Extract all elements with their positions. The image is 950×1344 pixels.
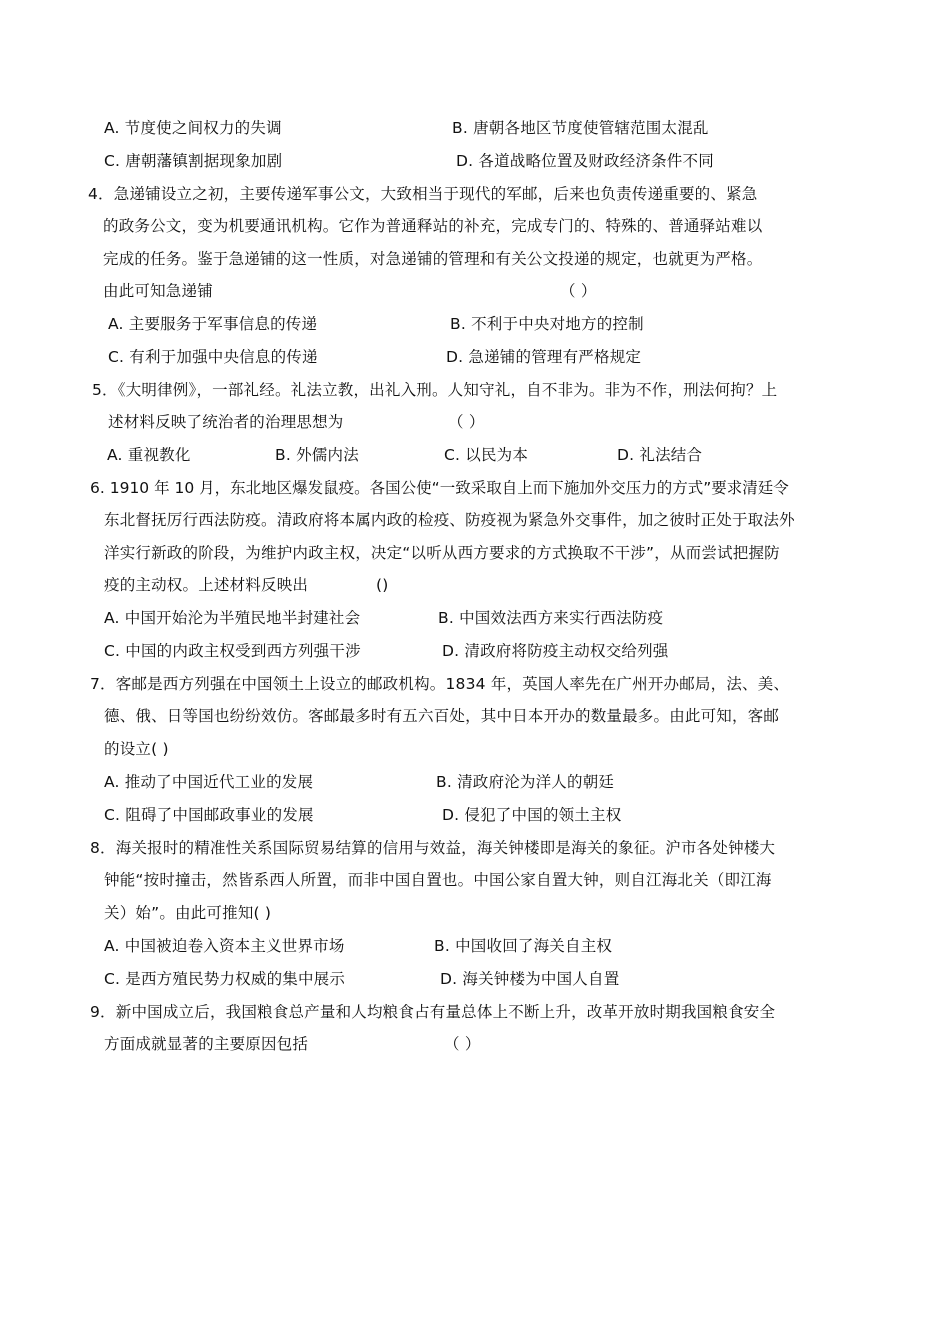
q8-option-a: A. 中国被迫卷入资本主义世界市场 [104, 937, 345, 955]
q4-stem-line1: 4．急递铺设立之初，主要传递军事公文，大致相当于现代的军邮，后来也负责传递重要的、紧急 [88, 185, 758, 203]
q8-stem-line1: 8．海关报时的精准性关系国际贸易结算的信用与效益，海关钟楼即是海关的象征。沪市各处钟楼大 [90, 839, 776, 857]
q7-stem-line3: 的设立( ) [104, 740, 169, 758]
q4-stem-line2: 的政务公文，变为机要通讯机构。它作为普通释站的补充，完成专门的、特殊的、普通驿站难以 [103, 217, 763, 235]
q9-stem-line1: 9．新中国成立后，我国粮食总产量和人均粮食占有量总体上不断上升，改革开放时期我国粮食安全 [90, 1003, 776, 1021]
q3-option-a: A. 节度使之间权力的失调 [104, 119, 282, 137]
q4-option-c: C. 有利于加强中央信息的传递 [108, 348, 318, 366]
q9-stem-line2: 方面成就显著的主要原因包括 [104, 1035, 309, 1053]
q7-stem-line1: 7．客邮是西方列强在中国领土上设立的邮政机构。1834 年，英国人率先在广州开办邮局，法、美、 [90, 675, 790, 693]
q4-stem-line4: 由此可知急递铺 [103, 282, 213, 300]
q7-option-d: D. 侵犯了中国的领土主权 [442, 806, 622, 824]
q5-option-b: B. 外儒内法 [275, 446, 359, 464]
q8-option-c: C. 是西方殖民势力权威的集中展示 [104, 970, 346, 988]
q4-answer-paren: （ ） [560, 282, 597, 300]
q5-stem-line2: 述材料反映了统治者的治理思想为 [108, 413, 344, 431]
q4-option-a: A. 主要服务于军事信息的传递 [108, 315, 318, 333]
q4-option-b: B. 不利于中央对地方的控制 [450, 315, 644, 333]
q6-option-a: A. 中国开始沦为半殖民地半封建社会 [104, 609, 361, 627]
q3-option-c: C. 唐朝藩镇割据现象加剧 [104, 152, 283, 170]
q8-option-d: D. 海关钟楼为中国人自置 [440, 970, 620, 988]
q8-stem-line2: 钟能“按时撞击，然皆系西人所置，而非中国自置也。中国公家自置大钟，则自江海北关（即江海 [104, 871, 772, 889]
q6-option-d: D. 清政府将防疫主动权交给列强 [442, 642, 669, 660]
q5-option-a: A. 重视教化 [107, 446, 191, 464]
q7-stem-line2: 德、俄、日等国也纷纷效仿。客邮最多时有五六百处，其中日本开办的数量最多。由此可知，客邮 [104, 707, 780, 725]
q5-answer-paren: （ ） [448, 413, 485, 431]
q6-option-c: C. 中国的内政主权受到西方列强干涉 [104, 642, 361, 660]
q9-answer-paren: （ ） [444, 1035, 481, 1053]
q7-option-c: C. 阻碍了中国邮政事业的发展 [104, 806, 314, 824]
q8-stem-line3: 关）始”。由此可推知( ) [104, 904, 272, 922]
q6-stem-line4: 疫的主动权。上述材料反映出 [104, 576, 309, 594]
q3-option-b: B. 唐朝各地区节度使管辖范围太混乱 [452, 119, 709, 137]
q6-stem-line2: 东北督抚厉行西法防疫。清政府将本属内政的检疫、防疫视为紧急外交事件，加之彼时正处于取法外 [104, 511, 795, 529]
q5-stem-line1: 5．《大明律例》，一部礼经。礼法立教，出礼入刑。人知守礼，自不非为。非为不作，刑法何拘？上 [92, 381, 778, 399]
q4-stem-line3: 完成的任务。鉴于急递铺的这一性质，对急递铺的管理和有关公文投递的规定，也就更为严格。 [103, 250, 763, 268]
q6-option-b: B. 中国效法西方来实行西法防疫 [438, 609, 664, 627]
q6-answer-paren: () [376, 576, 389, 594]
q7-option-b: B. 清政府沦为洋人的朝廷 [436, 773, 615, 791]
q3-option-d: D. 各道战略位置及财政经济条件不同 [456, 152, 714, 170]
q6-stem-line3: 洋实行新政的阶段，为维护内政主权，决定“以听从西方要求的方式换取不干涉”，从而尝试把握防 [104, 544, 780, 562]
q6-stem-line1: 6. 1910 年 10 月，东北地区爆发鼠疫。各国公使“一致采取自上而下施加外交压力的方式”要求清廷令 [90, 479, 789, 497]
q5-option-d: D. 礼法结合 [617, 446, 703, 464]
q5-option-c: C. 以民为本 [444, 446, 529, 464]
q8-option-b: B. 中国收回了海关自主权 [434, 937, 613, 955]
q7-option-a: A. 推动了中国近代工业的发展 [104, 773, 314, 791]
q4-option-d: D. 急递铺的管理有严格规定 [446, 348, 642, 366]
